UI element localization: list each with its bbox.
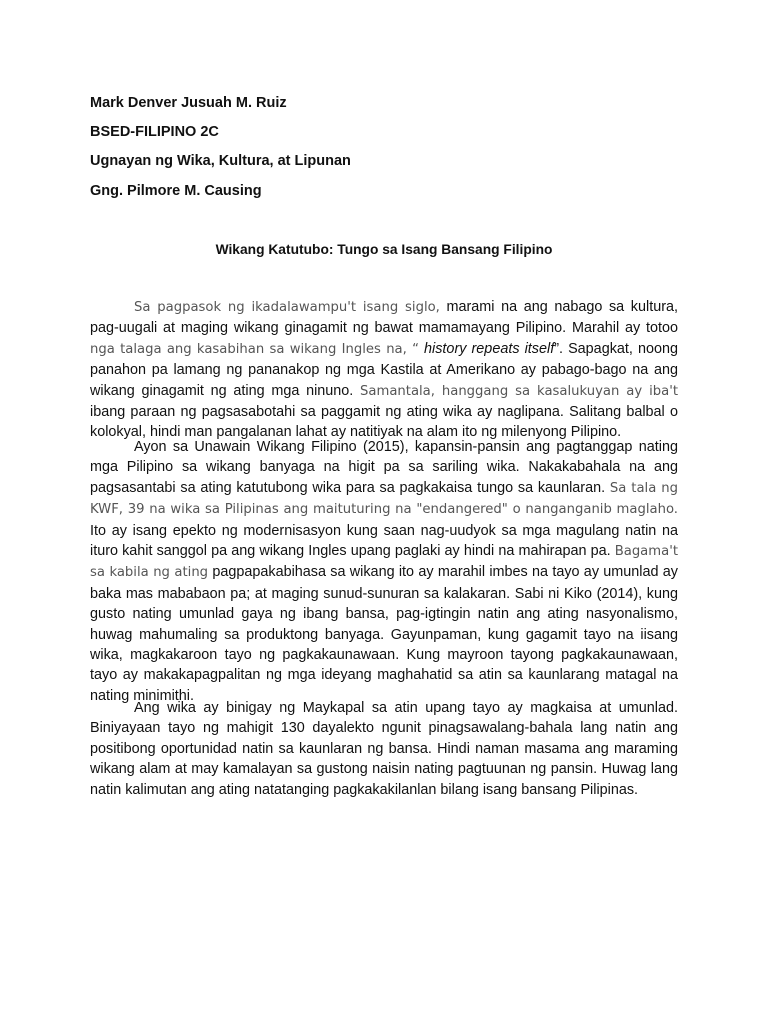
paragraph-2-segment: Sa tala ng KWF, 39 na wika sa Pilipinas ang maituturing na "endangered" o nanganganib maglaho. (90, 480, 678, 518)
paragraph-2-segment: Bagama't sa kabila ng ating (90, 544, 678, 581)
subject-title: Ugnayan ng Wika, Kultura, at Lipunan (90, 153, 351, 169)
essay-title: Wikang Katutubo: Tungo sa Isang Bansang Filipino (215, 242, 553, 257)
paragraph-1-segment: ibang paraan ng pagsasabotahi sa paggamit ng ating wika ay naglipana. Salitang balbal o kolokyal, hindi man pangalanan lahat ay natitiyak na alam ito ng milenyong Pilipino. (90, 404, 678, 441)
paragraph-3-segment: Ang wika ay binigay ng Maykapal sa atin upang tayo ay magkaisa at umunlad. Biniyayaan tayo ng mahigit 130 dayalekto ngunit pinagsawalang-bahala lang natin ang positibong oportunidad natin sa kaunlaran ng bansa. Hindi naman masama ang maraming wikang alam at may kamalayan sa gustong naisin nating pagtuunan ng pansin. Huwag lang natin kalimutan ang ating natatanging pagkakakilanlan bilang isang bansang Pilipinas. (90, 700, 678, 798)
paragraph-1-segment: nga talaga ang kasabihan sa wikang Ingles na, “ (90, 341, 419, 357)
paragraph-2-segment: Ito ay isang epekto ng modernisasyon kung saan nag-uudyok sa mga magulang natin na ituro kahit sanggol pa ang wikang Ingles upang paglaki ay hindi na mahirapan pa. (90, 522, 678, 560)
paragraph-2-segment: pagpapakabihasa sa wikang ito ay marahil imbes na tayo ay umunlad ay baka mas mababaon pa; at maging sunud-sunuran sa kalakaran. Sabi ni Kiko (2014), kung gusto nating umunlad gaya ng ibang bansa, pag-igtingin natin ang ating nasyonalismo, huwag mahumaling sa produktong banyaga. Gayunpaman, kung gagamit tayo na iisang wika, magkakaroon tayo ng pagkakaunawaan. Kung mayroon tayong pagkakaunawaan, tayo ay makakapagpalitan ng mga ideyang maghahatid sa atin sa kaunlarang matagal na nating minimithi. (90, 564, 678, 704)
author-name: Mark Denver Jusuah M. Ruiz (90, 95, 287, 111)
teacher-name: Gng. Pilmore M. Causing (90, 183, 262, 199)
paragraph-2-segment: Ayon sa Unawain Wikang Filipino (2015), kapansin-pansin ang pagtanggap nating mga Pilipino sa wikang banyaga na higit pa sa sariling wika. Nakakabahala na ang pagsasantabi sa ating katutubong wika para sa pagkakaisa tungo sa kaunlaran. (90, 439, 678, 496)
paragraph-2 (90, 437, 678, 706)
paragraph-1-segment: marami na ang nabago sa kultura, pag-uugali at maging wikang ginagamit ng bawat mamamayang Pilipino. Marahil ay totoo (90, 299, 678, 337)
course-section: BSED-FILIPINO 2C (90, 124, 219, 140)
paragraph-1-segment: Sa pagpasok ng ikadalawampu't isang siglo, (134, 300, 440, 315)
paragraph-1-quote: history repeats itself (418, 340, 555, 357)
paragraph-1 (90, 297, 678, 443)
paragraph-1-segment: ”. Sapagkat, noong panahon pa lamang ng pananakop ng mga Kastila at Amerikano ay pabago-bago na ang wikang ginagamit ng ating mga ninuno. (90, 340, 678, 399)
paragraph-1-segment: Samantala, hanggang sa kasalukuyan ay iba't (360, 383, 678, 399)
paragraph-3 (90, 698, 678, 800)
